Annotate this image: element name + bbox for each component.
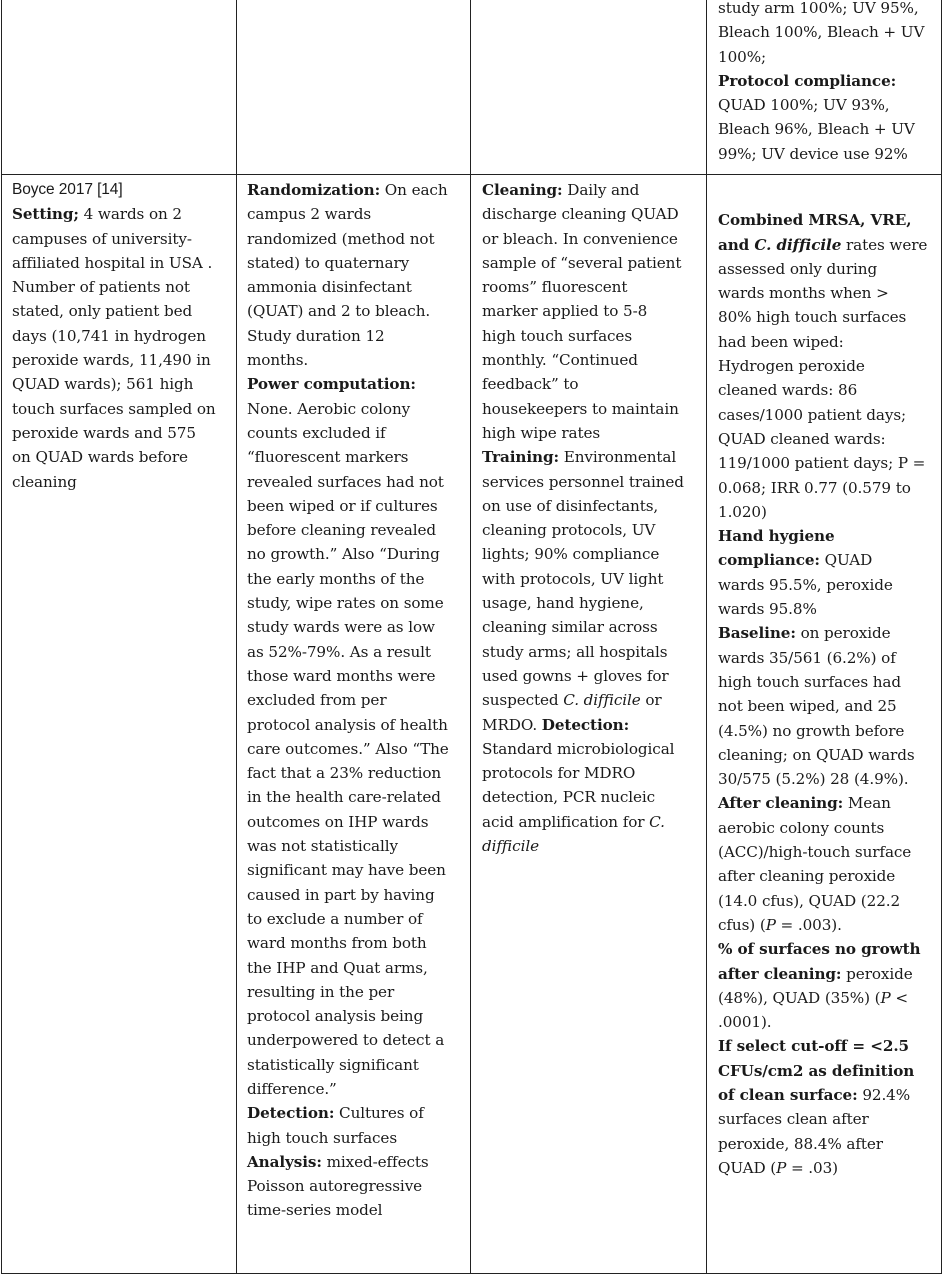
text-run: resulting in the per (247, 982, 395, 1001)
text-line (12, 445, 234, 469)
bold-label: of clean surface: (718, 1085, 858, 1104)
text-line (247, 956, 467, 980)
text-line (482, 324, 704, 348)
text-run: acid amplification for (482, 812, 650, 831)
bold-label: Combined MRSA, VRE, (718, 211, 912, 230)
text-line (482, 761, 704, 785)
text-run: marker applied to 5-8 (482, 302, 648, 321)
text-line (718, 45, 938, 69)
table-border-left (1, 0, 2, 1273)
text-run: had been wiped: (718, 332, 844, 351)
bold-label: % of surfaces no growth (718, 940, 921, 959)
text-run: cleaning protocols, UV (482, 521, 656, 540)
text-line (247, 494, 467, 518)
text-run: the IHP and Quat arms, (247, 958, 428, 977)
text-run: been wiped or if cultures (247, 496, 438, 515)
text-run: on peroxide (795, 624, 891, 643)
bold-label: After cleaning: (718, 794, 844, 813)
text-run: Number of patients not (12, 278, 190, 297)
text-line (482, 227, 704, 251)
intervention-cell (482, 178, 704, 858)
text-run: cleaning similar across (482, 618, 658, 637)
bold-label: and (718, 235, 755, 254)
text-line (247, 348, 467, 372)
text-run: or (640, 691, 662, 710)
text-line (247, 664, 467, 688)
text-run: peroxide (841, 964, 913, 983)
text-run: protocol analysis being (247, 1007, 424, 1026)
text-line (247, 834, 467, 858)
text-run: counts excluded if (247, 423, 386, 442)
text-run: excluded from per (247, 691, 387, 710)
text-run: months. (247, 351, 309, 370)
text-line (482, 445, 704, 469)
italic-text: C. (649, 812, 665, 831)
text-run: 4 wards on 2 (78, 205, 182, 224)
text-line (247, 615, 467, 639)
bold-label: Randomization: (247, 181, 381, 199)
text-line (718, 743, 940, 767)
bold-label: Protocol compliance: (718, 71, 897, 90)
bold-label: If select cut-off = <2.5 (718, 1037, 909, 1056)
text-run: time-series model (247, 1201, 383, 1220)
text-run: care outcomes.” Also “The (247, 739, 449, 758)
bold-label: after cleaning: (718, 964, 842, 983)
text-line (247, 713, 467, 737)
text-line (482, 397, 704, 421)
text-line (718, 117, 938, 141)
text-run: Environmental (559, 448, 677, 467)
text-line (482, 542, 704, 566)
text-run: revealed surfaces had not (247, 472, 444, 491)
text-line (718, 719, 940, 743)
text-line (12, 324, 234, 348)
text-line (718, 281, 940, 305)
text-run: Bleach 100%, Bleach + UV (718, 23, 925, 42)
text-run: feedback” to (482, 375, 579, 394)
text-line (247, 931, 467, 955)
bold-label: Cleaning: (482, 181, 563, 199)
text-run: on QUAD wards before (12, 448, 188, 467)
text-line (247, 761, 467, 785)
text-run: high wipe rates (482, 423, 601, 442)
text-line (247, 810, 467, 834)
text-line (247, 1077, 467, 1101)
italic-text: P (765, 915, 776, 934)
text-run: cleaning; on QUAD wards (718, 745, 915, 764)
text-line (718, 524, 940, 548)
text-line (718, 257, 940, 281)
text-line (247, 640, 467, 664)
text-run: rates were (841, 235, 928, 254)
text-line (482, 372, 704, 396)
text-line (718, 1156, 940, 1180)
text-run: services personnel trained (482, 472, 684, 491)
text-line (718, 913, 940, 937)
text-line (718, 354, 940, 378)
text-run: sample of “several patient (482, 253, 682, 272)
text-line (247, 299, 467, 323)
text-run: 100%; (718, 47, 767, 66)
text-line (718, 840, 940, 864)
text-line (247, 518, 467, 542)
text-line (718, 1059, 940, 1083)
text-run: touch surfaces sampled on (12, 399, 216, 418)
text-run: high touch surfaces had (718, 672, 901, 691)
text-run: 119/1000 patient days; P = (718, 454, 926, 473)
bold-label: Setting; (12, 205, 79, 224)
text-run: QUAD 100%; UV 93%, (718, 96, 890, 115)
text-line (718, 500, 940, 524)
text-line (718, 791, 940, 815)
bold-label: Detection: (247, 1104, 335, 1123)
text-line (482, 202, 704, 226)
text-line (247, 907, 467, 931)
text-line (247, 275, 467, 299)
text-run: ammonia disinfectant (247, 278, 412, 297)
text-line (482, 737, 704, 761)
text-run: cleaning (12, 472, 77, 491)
text-run: Hydrogen peroxide (718, 357, 865, 376)
text-line (482, 251, 704, 275)
text-run: 99%; UV device use 92% (718, 144, 908, 163)
text-line (718, 427, 940, 451)
text-run: aerobic colony counts (718, 818, 885, 837)
text-run: underpowered to detect a (247, 1031, 445, 1050)
text-run: wards months when > (718, 284, 889, 303)
text-run: significant may have been (247, 861, 446, 880)
text-line (482, 470, 704, 494)
text-run: with protocols, UV light (482, 569, 664, 588)
text-line (247, 1004, 467, 1028)
text-run: usage, hand hygiene, (482, 594, 644, 613)
text-run: cleaned wards: 86 (718, 381, 858, 400)
text-run: rooms” fluorescent (482, 278, 628, 297)
text-run: QUAD wards); 561 high (12, 375, 194, 394)
bold-label: compliance: (718, 551, 820, 570)
text-line (12, 299, 234, 323)
text-line (718, 451, 940, 475)
text-line (718, 889, 940, 913)
text-line (247, 421, 467, 445)
text-line (247, 688, 467, 712)
text-line (718, 330, 940, 354)
text-line (12, 397, 234, 421)
text-line (718, 548, 940, 572)
text-line (247, 737, 467, 761)
column-divider-3 (706, 0, 707, 1273)
text-run: None. Aerobic colony (247, 399, 411, 418)
bold-label: Analysis: (247, 1152, 322, 1171)
text-run: Bleach 96%, Bleach + UV (718, 120, 915, 139)
text-run: randomized (method not (247, 229, 435, 248)
italic-text: C. difficile (754, 235, 842, 254)
text-line (718, 69, 938, 93)
text-run: (14.0 cfus), QUAD (22.2 (718, 891, 901, 910)
text-line (718, 305, 940, 329)
text-line (482, 421, 704, 445)
text-line (718, 1034, 940, 1058)
row-divider (1, 174, 942, 175)
bold-label: Training: (482, 448, 559, 467)
text-run: QUAD ( (718, 1158, 777, 1177)
text-line (12, 348, 234, 372)
text-run: Boyce 2017 [14] (12, 181, 123, 198)
text-run: 1.020) (718, 502, 767, 521)
bold-label: Detection: (541, 715, 630, 734)
text-run: or bleach. In convenience (482, 229, 678, 248)
text-run: study arms; all hospitals (482, 642, 668, 661)
text-line (718, 142, 938, 166)
text-line (482, 567, 704, 591)
text-run: was not statistically (247, 837, 398, 856)
text-run: lights; 90% compliance (482, 545, 660, 564)
text-line (247, 202, 467, 226)
text-line (718, 93, 938, 117)
text-run: affiliated hospital in USA . (12, 253, 213, 272)
table-border-bottom (1, 1273, 942, 1274)
text-run: 92.4% (857, 1085, 911, 1104)
text-line (718, 694, 940, 718)
text-run: in the health care-related (247, 788, 441, 807)
text-line (247, 542, 467, 566)
column-divider-2 (470, 0, 471, 1273)
text-run: caused in part by having (247, 885, 435, 904)
text-line (482, 688, 704, 712)
text-run: protocols for MDRO (482, 764, 636, 783)
text-line (247, 397, 467, 421)
text-run: high touch surfaces (482, 326, 633, 345)
text-line (718, 767, 940, 791)
text-line (12, 178, 234, 202)
text-run: wards 95.5%, peroxide (718, 575, 893, 594)
text-run: the early months of the (247, 569, 425, 588)
text-run: detection, PCR nucleic (482, 788, 656, 807)
text-run: wards 35/561 (6.2%) of (718, 648, 896, 667)
text-line (247, 1028, 467, 1052)
text-line (718, 962, 940, 986)
text-line (482, 834, 704, 858)
text-line (718, 573, 940, 597)
text-line (482, 275, 704, 299)
text-run: those ward months were (247, 666, 436, 685)
text-line (247, 251, 467, 275)
text-run: < (890, 988, 908, 1007)
text-run: stated, only patient bed (12, 302, 193, 321)
text-line (482, 348, 704, 372)
text-run: On each (380, 181, 448, 199)
text-run: discharge cleaning QUAD (482, 205, 679, 224)
text-line (482, 518, 704, 542)
text-line (247, 1101, 467, 1125)
text-run: peroxide wards, 11,490 in (12, 351, 211, 370)
italic-text: C. difficile (563, 691, 641, 710)
text-run: not been wiped, and 25 (718, 697, 897, 716)
text-line (718, 476, 940, 500)
text-line (482, 494, 704, 518)
text-line (718, 1107, 940, 1131)
column-divider-1 (236, 0, 237, 1273)
italic-text: P (776, 1158, 787, 1177)
bold-label: Power computation: (247, 375, 416, 394)
text-run: MRDO. (482, 715, 542, 734)
text-line (718, 986, 940, 1010)
text-run: (4.5%) no growth before (718, 721, 905, 740)
top-row-outcomes-cell (718, 0, 938, 166)
text-run: difference.” (247, 1079, 337, 1098)
text-line (718, 646, 940, 670)
text-run: (QUAT) and 2 to bleach. (247, 302, 431, 321)
text-run: as 52%-79%. As a result (247, 642, 431, 661)
text-run: after cleaning peroxide (718, 867, 896, 886)
text-line (718, 816, 940, 840)
methods-cell (247, 178, 467, 1223)
text-line (718, 1010, 940, 1034)
text-run: 80% high touch surfaces (718, 308, 907, 327)
text-line (247, 591, 467, 615)
text-run: QUAD cleaned wards: (718, 429, 886, 448)
text-line (482, 640, 704, 664)
text-line (247, 470, 467, 494)
text-run: no growth.” Also “During (247, 545, 440, 564)
text-line (482, 785, 704, 809)
text-line (247, 324, 467, 348)
bold-label: Baseline: (718, 624, 796, 643)
bold-label: CFUs/cm2 as definition (718, 1061, 915, 1080)
text-run: wards 95.8% (718, 600, 817, 619)
text-line (12, 470, 234, 494)
text-run: Cultures of (334, 1104, 424, 1123)
text-run: mixed-effects (321, 1152, 429, 1171)
text-line (482, 178, 704, 202)
text-run: campuses of university- (12, 229, 192, 248)
text-run: high touch surfaces (247, 1128, 398, 1147)
text-run: statistically significant (247, 1055, 419, 1074)
text-run: = .03) (786, 1158, 838, 1177)
italic-text: difficile (482, 837, 539, 856)
text-run: assessed only during (718, 259, 878, 278)
text-line (12, 251, 234, 275)
outcomes-cell (718, 184, 940, 1180)
text-line (247, 372, 467, 396)
text-run: (ACC)/high-touch surface (718, 843, 912, 862)
text-run: housekeepers to maintain (482, 399, 679, 418)
text-run: on use of disinfectants, (482, 496, 659, 515)
text-run: cases/1000 patient days; (718, 405, 907, 424)
text-run: suspected (482, 691, 564, 710)
text-line (718, 0, 938, 20)
text-run: protocol analysis of health (247, 715, 448, 734)
text-line (482, 713, 704, 737)
text-line (718, 233, 940, 257)
text-run: Poisson autoregressive (247, 1177, 423, 1196)
text-run: 0.068; IRR 0.77 (0.579 to (718, 478, 911, 497)
text-line (482, 591, 704, 615)
text-run: monthly. “Continued (482, 351, 638, 370)
text-line (12, 372, 234, 396)
text-run: Mean (843, 794, 891, 813)
text-line (247, 1053, 467, 1077)
text-run: 30/575 (5.2%) 28 (4.9%). (718, 770, 909, 789)
text-line (718, 937, 940, 961)
text-line (718, 1083, 940, 1107)
text-line (247, 445, 467, 469)
text-run: Study duration 12 (247, 326, 385, 345)
table-border-right (941, 0, 942, 1273)
text-run: (48%), QUAD (35%) ( (718, 988, 881, 1007)
text-run: study arm 100%; UV 95%, (718, 0, 919, 17)
text-line (12, 275, 234, 299)
text-line (12, 421, 234, 445)
text-line (718, 184, 940, 208)
text-run: cfus) ( (718, 915, 766, 934)
text-line (718, 378, 940, 402)
text-run: .0001). (718, 1013, 772, 1032)
text-run: Daily and (562, 181, 640, 199)
text-line (12, 202, 234, 226)
text-run: peroxide, 88.4% after (718, 1134, 883, 1153)
text-run: stated) to quaternary (247, 253, 410, 272)
text-run: = .003). (775, 915, 842, 934)
italic-text: P (880, 988, 891, 1007)
text-run: peroxide wards and 575 (12, 423, 196, 442)
text-line (247, 980, 467, 1004)
text-line (247, 1174, 467, 1198)
text-run: before cleaning revealed (247, 521, 436, 540)
text-line (247, 883, 467, 907)
text-line (718, 403, 940, 427)
text-line (718, 597, 940, 621)
text-line (482, 810, 704, 834)
text-line (12, 227, 234, 251)
text-line (718, 1132, 940, 1156)
text-line (247, 227, 467, 251)
text-run: fact that a 23% reduction (247, 764, 442, 783)
text-run: ward months from both (247, 934, 427, 953)
text-line (718, 864, 940, 888)
text-run: Standard microbiological (482, 739, 675, 758)
text-line (718, 670, 940, 694)
text-line (482, 615, 704, 639)
study-setting-cell (12, 178, 234, 494)
text-line (247, 1126, 467, 1150)
text-run: days (10,741 in hydrogen (12, 326, 206, 345)
bold-label: Hand hygiene (718, 527, 835, 546)
text-run: study, wipe rates on some (247, 594, 444, 613)
text-line (247, 178, 467, 202)
text-run: “fluorescent markers (247, 448, 409, 467)
text-line (718, 20, 938, 44)
text-line (482, 664, 704, 688)
text-run: QUAD (819, 551, 873, 570)
text-line (247, 1198, 467, 1222)
text-line (247, 1150, 467, 1174)
text-run: to exclude a number of (247, 909, 423, 928)
text-line (247, 858, 467, 882)
text-run: outcomes on IHP wards (247, 812, 429, 831)
text-run: used gowns + gloves for (482, 666, 669, 685)
text-line (718, 621, 940, 645)
text-line (482, 299, 704, 323)
text-line (247, 785, 467, 809)
text-run: surfaces clean after (718, 1110, 869, 1129)
text-run: study wards were as low (247, 618, 435, 637)
text-run: campus 2 wards (247, 205, 372, 224)
text-line (247, 567, 467, 591)
text-line (718, 208, 940, 232)
